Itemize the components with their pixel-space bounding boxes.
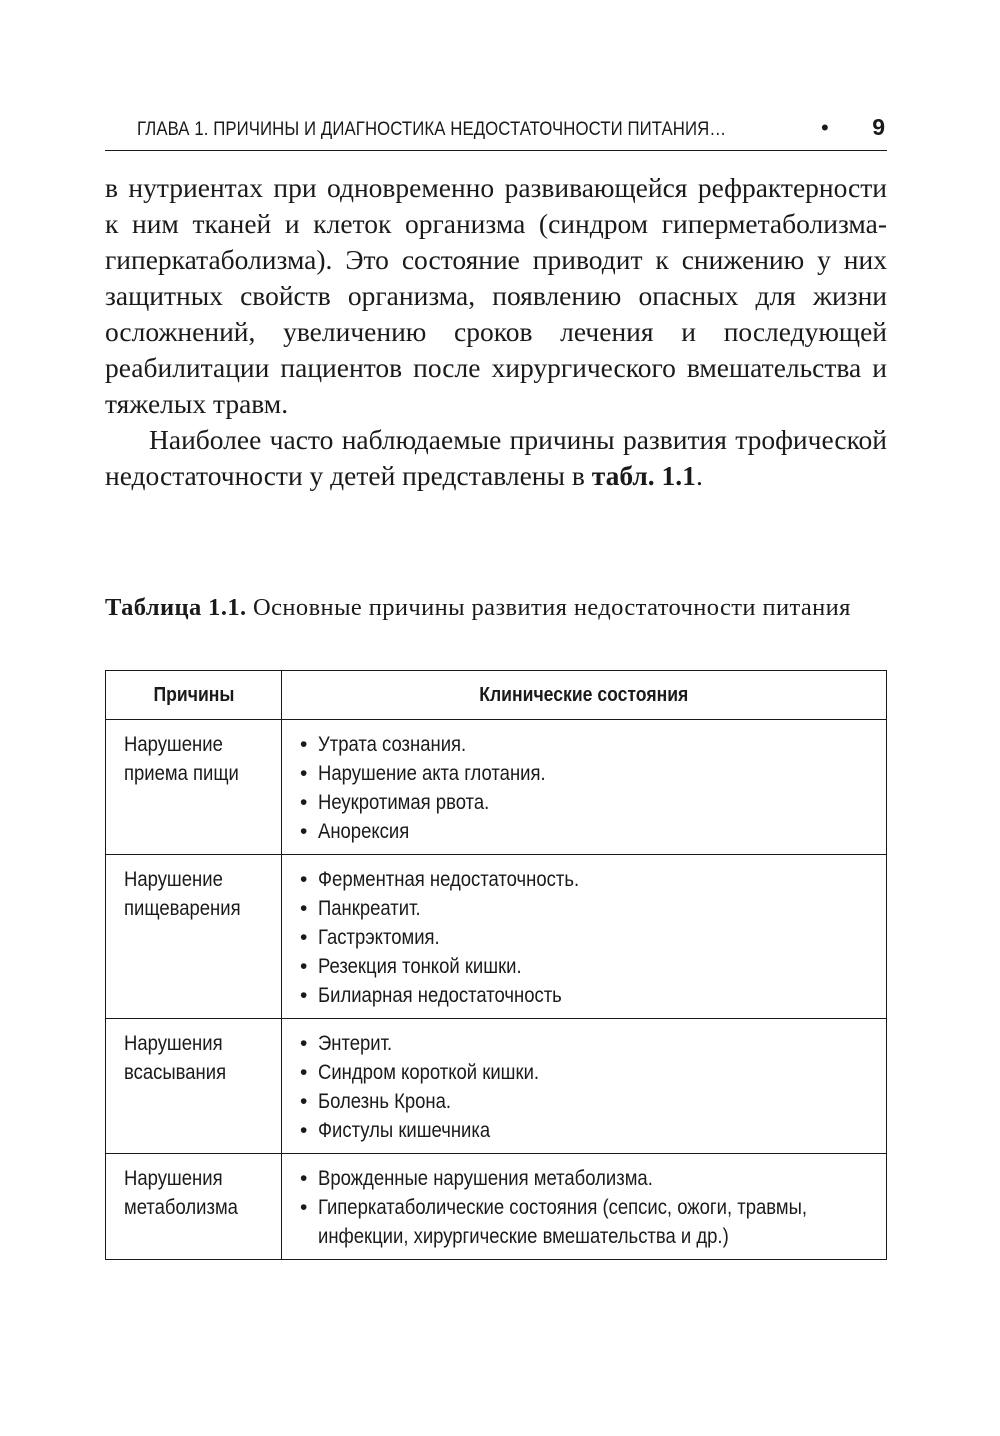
bullet-icon: • <box>300 820 308 843</box>
table-caption <box>105 593 887 623</box>
header-causes: Причины <box>106 671 282 720</box>
list-item <box>300 1058 878 1087</box>
state-text: Гастрэктомия. <box>318 926 440 949</box>
list-item <box>300 865 878 894</box>
running-title: ГЛАВА 1. ПРИЧИНЫ И ДИАГНОСТИКА НЕДОСТАТОЧНОСТИ ПИТАНИЯ… <box>137 118 727 140</box>
list-item <box>300 788 878 817</box>
bullet-icon: • <box>300 897 308 920</box>
table-row <box>106 1154 887 1260</box>
table-row <box>106 720 887 855</box>
bullet-icon: • <box>300 926 308 949</box>
bullet-icon: • <box>300 733 308 756</box>
paragraph-2-text: Наиболее часто наблюдаемые причины развития трофической недостаточности у детей представлены в <box>105 424 887 491</box>
bullet-icon: • <box>300 1032 308 1055</box>
state-text: Фистулы кишечника <box>318 1119 491 1142</box>
paragraph-1: в нутриентах при одновременно развивающейся рефрактерности к ним тканей и клеток организма (синдром гиперметаболизма-гиперкатаболизма). Это состояние приводит к снижению у них защитных свойств организма, появлению опасных для жизни осложнений, увеличению сроков лечения и последующей реабилитации пациентов после хирургического вмешательства и тяжелых травм. <box>105 172 887 419</box>
state-text: Синдром короткой кишки. <box>318 1061 540 1084</box>
cause-line: Нарушения <box>124 1167 223 1190</box>
states-list <box>300 865 878 1010</box>
list-item <box>300 759 878 788</box>
list-item <box>300 1087 878 1116</box>
table-body <box>106 720 887 1260</box>
bullet-icon: • <box>300 1119 308 1142</box>
states-list <box>300 1029 878 1145</box>
list-item <box>300 817 878 846</box>
states-cell <box>282 1154 887 1260</box>
bullet-icon: • <box>300 762 308 785</box>
cause-line: Нарушение <box>124 733 223 756</box>
list-item <box>300 894 878 923</box>
list-item <box>300 1116 878 1145</box>
bullet-icon: • <box>300 984 308 1007</box>
state-text: Ферментная недостаточность. <box>318 868 580 891</box>
cause-line: Нарушение <box>124 868 223 891</box>
cause-cell <box>106 1154 282 1260</box>
cause-line: приема пищи <box>124 762 239 785</box>
header-states: Клинические состояния <box>282 671 887 720</box>
state-text: Болезнь Крона. <box>318 1090 452 1113</box>
states-cell <box>282 855 887 1019</box>
state-text: Панкреатит. <box>318 897 421 920</box>
state-text: Билиарная недостаточность <box>318 984 562 1007</box>
paragraph-2-end: . <box>695 460 703 491</box>
bullet-icon: • <box>300 1090 308 1113</box>
table-row <box>106 1019 887 1154</box>
bullet-icon: • <box>300 1167 308 1190</box>
cause-line: всасывания <box>124 1061 227 1084</box>
causes-table <box>105 670 887 1260</box>
state-text: Врожденные нарушения метаболизма. <box>318 1167 653 1190</box>
table-reference: табл. 1.1 <box>591 460 696 491</box>
state-text: Гиперкатаболические состояния (сепсис, ожоги, травмы, инфекции, хирургические вмешательства и др.) <box>318 1196 808 1248</box>
states-list <box>300 730 878 846</box>
cause-cell <box>106 855 282 1019</box>
states-cell <box>282 1019 887 1154</box>
cause-line: Нарушения <box>124 1032 223 1055</box>
states-list <box>300 1164 878 1251</box>
list-item <box>300 923 878 952</box>
bullet-icon: • <box>300 791 308 814</box>
states-cell <box>282 720 887 855</box>
header-bullet: • <box>821 115 829 140</box>
page-number: 9 <box>872 114 885 140</box>
list-item <box>300 952 878 981</box>
table-row <box>106 855 887 1019</box>
list-item <box>300 1164 878 1193</box>
state-text: Энтерит. <box>318 1032 393 1055</box>
state-text: Утрата сознания. <box>318 733 467 756</box>
bullet-icon: • <box>300 868 308 891</box>
list-item <box>300 1193 878 1251</box>
table-caption-label: Таблица 1.1. <box>105 594 247 621</box>
list-item <box>300 1029 878 1058</box>
cause-cell <box>106 1019 282 1154</box>
cause-cell <box>106 720 282 855</box>
bullet-icon: • <box>300 955 308 978</box>
list-item <box>300 730 878 759</box>
state-text: Резекция тонкой кишки. <box>318 955 522 978</box>
cause-line: пищеварения <box>124 897 241 920</box>
running-header <box>105 112 887 151</box>
state-text: Анорексия <box>318 820 410 843</box>
state-text: Нарушение акта глотания. <box>318 762 546 785</box>
bullet-icon: • <box>300 1061 308 1084</box>
list-item <box>300 981 878 1010</box>
bullet-icon: • <box>300 1196 308 1219</box>
cause-line: метаболизма <box>124 1196 238 1219</box>
table-header-row <box>106 671 887 720</box>
paragraph-2 <box>105 422 887 494</box>
state-text: Неукротимая рвота. <box>318 791 490 814</box>
body-text <box>105 170 887 494</box>
table-caption-text: Основные причины развития недостаточности питания <box>246 594 851 621</box>
